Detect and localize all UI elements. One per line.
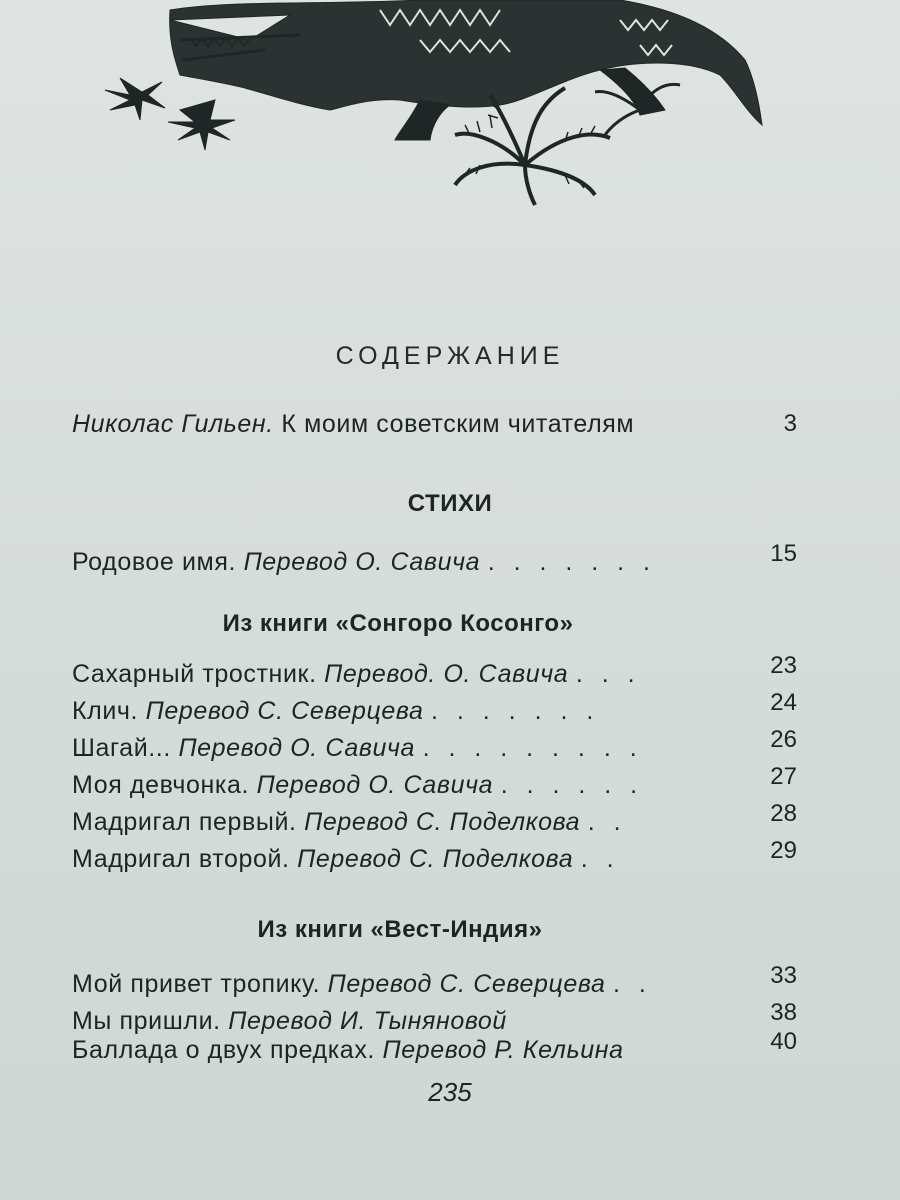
toc-entry-page: 40 (770, 1028, 797, 1055)
toc-entry-page: 24 (770, 689, 797, 716)
toc-entry-translator: Перевод С. Поделкова (297, 845, 574, 873)
toc-entry-title (72, 1036, 624, 1065)
toc-entry-page: 28 (770, 800, 797, 827)
toc-entry-page: 3 (783, 410, 797, 437)
toc-entry[interactable] (72, 726, 797, 770)
toc-entry[interactable] (72, 652, 797, 696)
toc-entry-title (72, 734, 643, 763)
toc-entry-translator: Перевод О. Савича (178, 734, 416, 762)
toc-entry-text: Мадригал второй. (72, 845, 290, 873)
toc-entry-title (72, 970, 652, 999)
toc-entry-dots: . . . . . . . (487, 548, 656, 576)
toc-entry-text: К моим советским читателям (281, 410, 635, 438)
toc-entry-translator: Перевод С. Поделкова (304, 808, 581, 836)
toc-entry[interactable] (72, 763, 797, 807)
toc-entry-translator: Перевод О. Савича (243, 548, 481, 576)
crocodile-illustration (0, 0, 900, 210)
section-title-west-indies: Из книги «Вест-Индия» (257, 916, 543, 943)
toc-entry-text: Клич. (72, 697, 139, 725)
toc-entry[interactable] (72, 800, 797, 844)
toc-entry-page: 33 (770, 962, 797, 989)
toc-entry-translator: Перевод. О. Савича (324, 660, 569, 688)
toc-entry[interactable] (72, 962, 797, 1006)
toc-entry-page: 29 (770, 837, 797, 864)
toc-entry-text: Шагай... (72, 734, 171, 762)
toc-entry-dots: . . . (575, 660, 641, 688)
toc-entry-page: 15 (770, 540, 797, 567)
toc-entry-dots: . . . . . . (500, 771, 644, 799)
toc-entry-title (72, 771, 643, 800)
toc-entry[interactable] (72, 689, 797, 733)
toc-entry-dots: . . . . . . . . . (422, 734, 643, 762)
toc-entry-page: 23 (770, 652, 797, 679)
toc-entry-title (72, 660, 641, 689)
toc-entry-translator: Перевод О. Савича (256, 771, 494, 799)
toc-entry-title (72, 548, 656, 577)
toc-entry-author: Николас Гильен. (72, 410, 274, 438)
section-title-poems: СТИХИ (407, 490, 493, 517)
toc-entry-page: 27 (770, 763, 797, 790)
toc-entry-dots: . . (613, 970, 652, 998)
toc-entry-text: Моя девчонка. (72, 771, 250, 799)
contents-heading: СОДЕРЖАНИЕ (335, 342, 565, 370)
toc-entry-text: Мы пришли. (72, 1007, 221, 1035)
toc-entry-dots: . . (587, 808, 627, 836)
toc-entry-translator: Перевод И. Тыняновой (228, 1007, 507, 1035)
toc-entry-dots: . . . . . . . (431, 697, 600, 725)
toc-entry-dots: . . (580, 845, 620, 873)
toc-entry[interactable] (72, 540, 797, 584)
toc-entry-text: Родовое имя. (72, 548, 237, 576)
toc-entry-title (72, 1007, 507, 1036)
toc-entry-title (72, 808, 627, 837)
toc-entry-page: 38 (770, 999, 797, 1026)
toc-entry-text: Мадригал первый. (72, 808, 297, 836)
toc-entry-translator: Перевод С. Северцева (327, 970, 606, 998)
toc-entry[interactable] (72, 1028, 797, 1072)
toc-entry-translator: Перевод Р. Кельина (382, 1036, 624, 1064)
toc-entry-translator: Перевод С. Северцева (145, 697, 424, 725)
toc-entry-title (72, 410, 634, 439)
toc-entry-intro[interactable] (72, 410, 797, 446)
section-title-songoro: Из книги «Сонгоро Косонго» (222, 610, 574, 637)
toc-entry-text: Сахарный тростник. (72, 660, 317, 688)
toc-entry-page: 26 (770, 726, 797, 753)
toc-entry-text: Мой привет тропику. (72, 970, 321, 998)
page-number: 235 (428, 1077, 472, 1107)
toc-entry-text: Баллада о двух предках. (72, 1036, 375, 1064)
toc-entry-title (72, 845, 620, 874)
toc-entry-title (72, 697, 599, 726)
toc-entry[interactable] (72, 837, 797, 881)
